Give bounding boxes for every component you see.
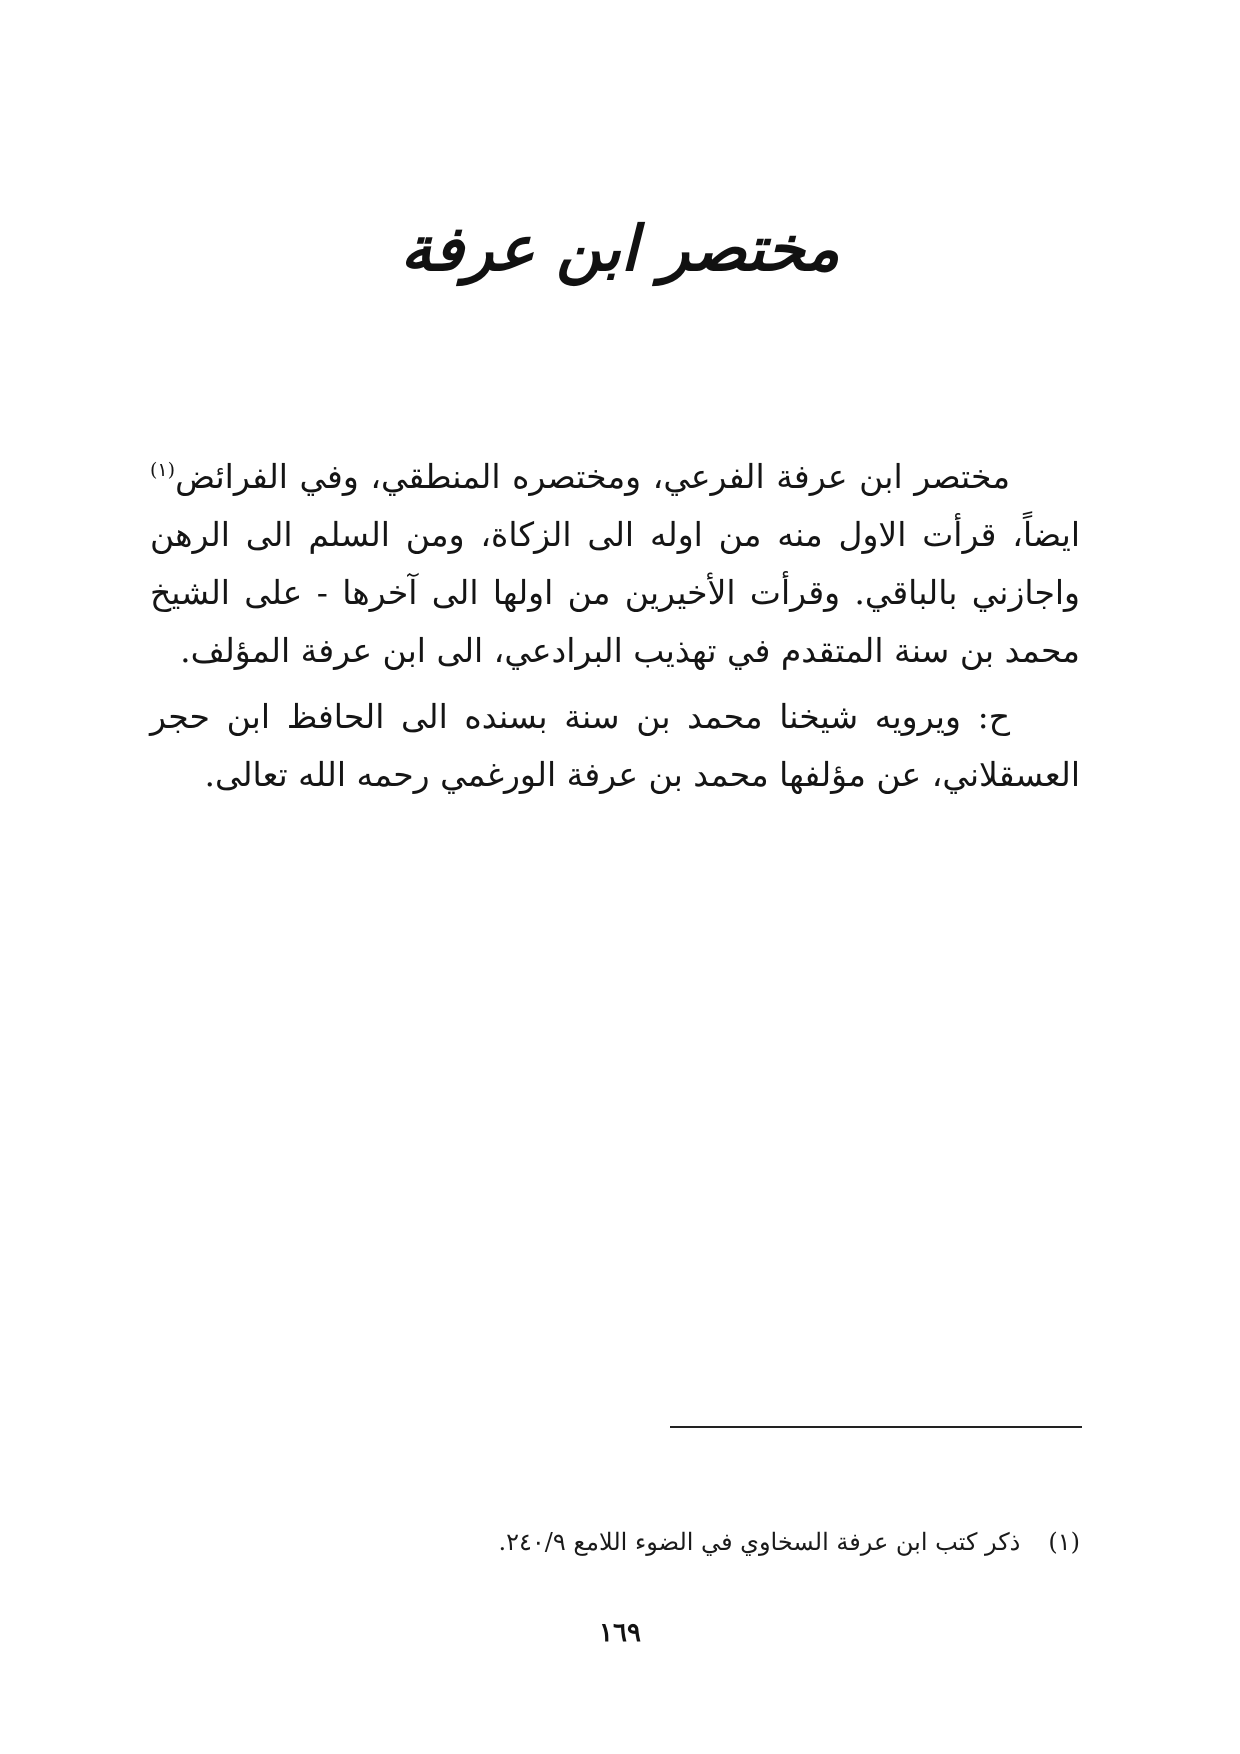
paragraph-2: ح: ويرويه شيخنا محمد بن سنة بسنده الى الحافظ ابن حجر العسقلاني، عن مؤلفها محمد بن عرفة الورغمي رحمه الله تعالى. <box>150 697 1080 794</box>
footnote-reference: (١) <box>150 459 176 481</box>
paragraph-1-text-end: ايضاً، قرأت الاول منه من اوله الى الزكاة، ومن السلم الى الرهن واجازني بالباقي. وقرأت الأخيرين من اولها الى آخرها - على الشيخ محمد بن سنة المتقدم في تهذيب البرادعي، الى ابن عرفة المؤلف. <box>150 515 1080 670</box>
footnote-number: (١) <box>1048 1528 1080 1556</box>
footnote-divider <box>670 1426 1082 1428</box>
page-title: مختصر ابن عرفة <box>400 212 840 285</box>
footnote <box>150 1524 1080 1560</box>
paragraph-1 <box>150 448 1080 680</box>
paragraph-1-text-start: مختصر ابن عرفة الفرعي، ومختصره المنطقي، وفي الفرائض <box>175 457 1010 496</box>
footnote-text: ذكر كتب ابن عرفة السخاوي في الضوء اللامع ٢٤٠/٩. <box>498 1528 1021 1556</box>
page-number: ١٦٩ <box>599 1618 641 1648</box>
body-text <box>150 448 1080 804</box>
